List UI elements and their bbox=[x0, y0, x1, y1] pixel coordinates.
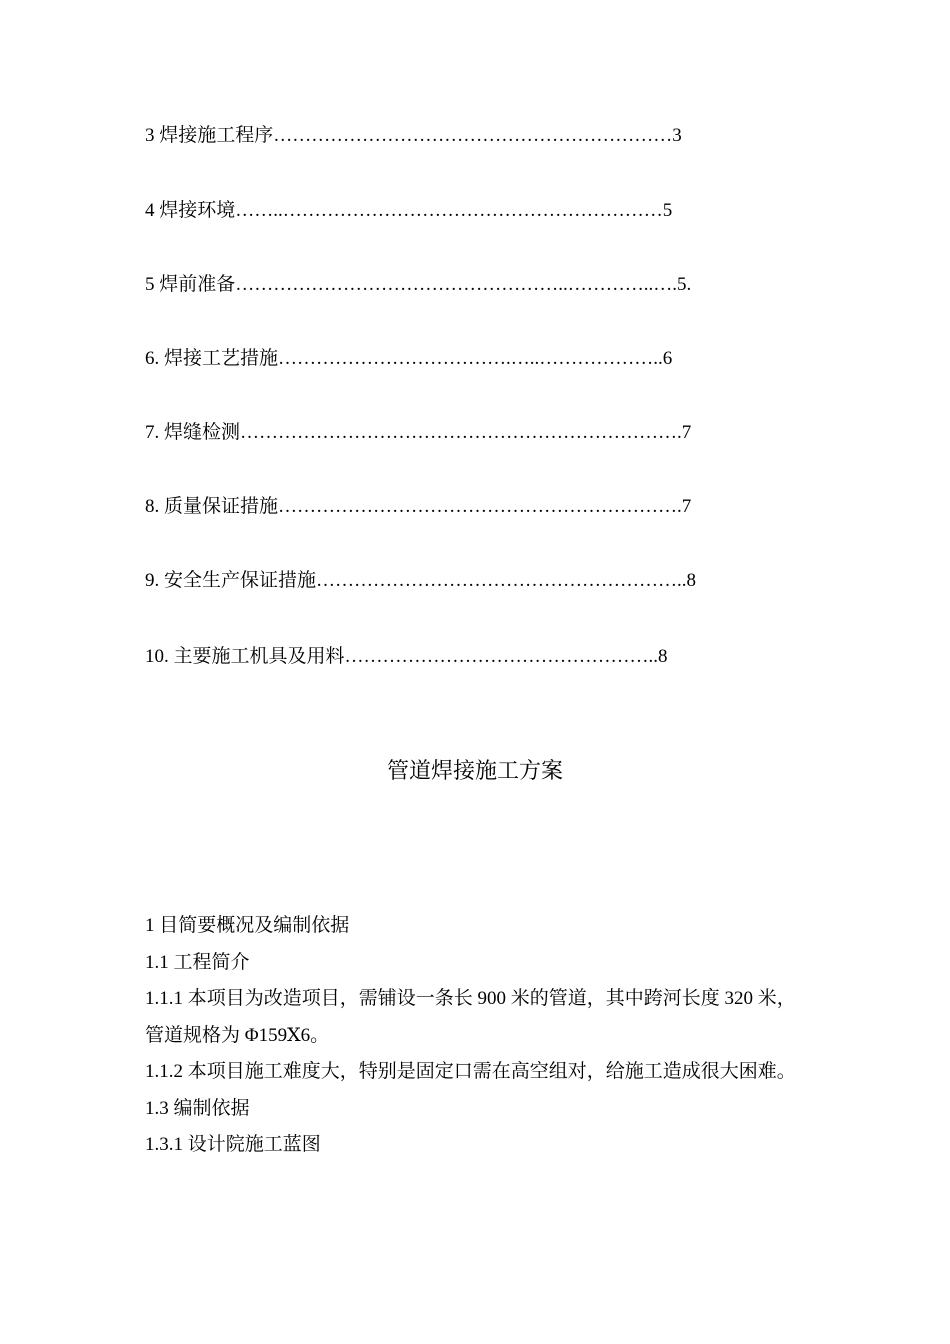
toc-item: 3 焊接施工程序………………………………………………………3 bbox=[145, 125, 682, 146]
toc-item: 10. 主要施工机具及用料…………………………………………..8 bbox=[145, 646, 668, 667]
subsection-heading: 1.1 工程简介 bbox=[145, 951, 250, 973]
document-body bbox=[145, 908, 810, 1164]
toc-item: 5 焊前准备……………………………………………..…………..….5. bbox=[145, 274, 692, 295]
paragraph: 1.1.2 本项目施工难度大，特别是固定口需在高空组对，给施工造成很大困难。 bbox=[145, 1061, 796, 1082]
section-heading: 1 目简要概况及编制依据 bbox=[145, 915, 350, 936]
toc-item: 9. 安全生产保证措施…………………………………………………..8 bbox=[145, 570, 697, 591]
paragraph: 1.1.1 本项目为改造项目，需铺设一条长 900 米的管道，其中跨河长度 320 米，管道规格为 Φ159Ⅹ6。 bbox=[145, 988, 796, 1046]
toc-item: 4 焊接环境……..……………………………………………………5 bbox=[145, 200, 673, 221]
toc-item: 8. 质量保证措施……………………………………………………….7 bbox=[145, 496, 692, 517]
toc-item: 7. 焊缝检测…………………………………………………………….7 bbox=[145, 422, 692, 443]
document-title: 管道焊接施工方案 bbox=[386, 759, 563, 784]
paragraph: 1.3.1 设计院施工蓝图 bbox=[145, 1134, 321, 1155]
toc-item: 6. 焊接工艺措施……………………………….…..………………..6 bbox=[145, 348, 673, 369]
subsection-heading: 1.3 编制依据 bbox=[145, 1097, 250, 1119]
